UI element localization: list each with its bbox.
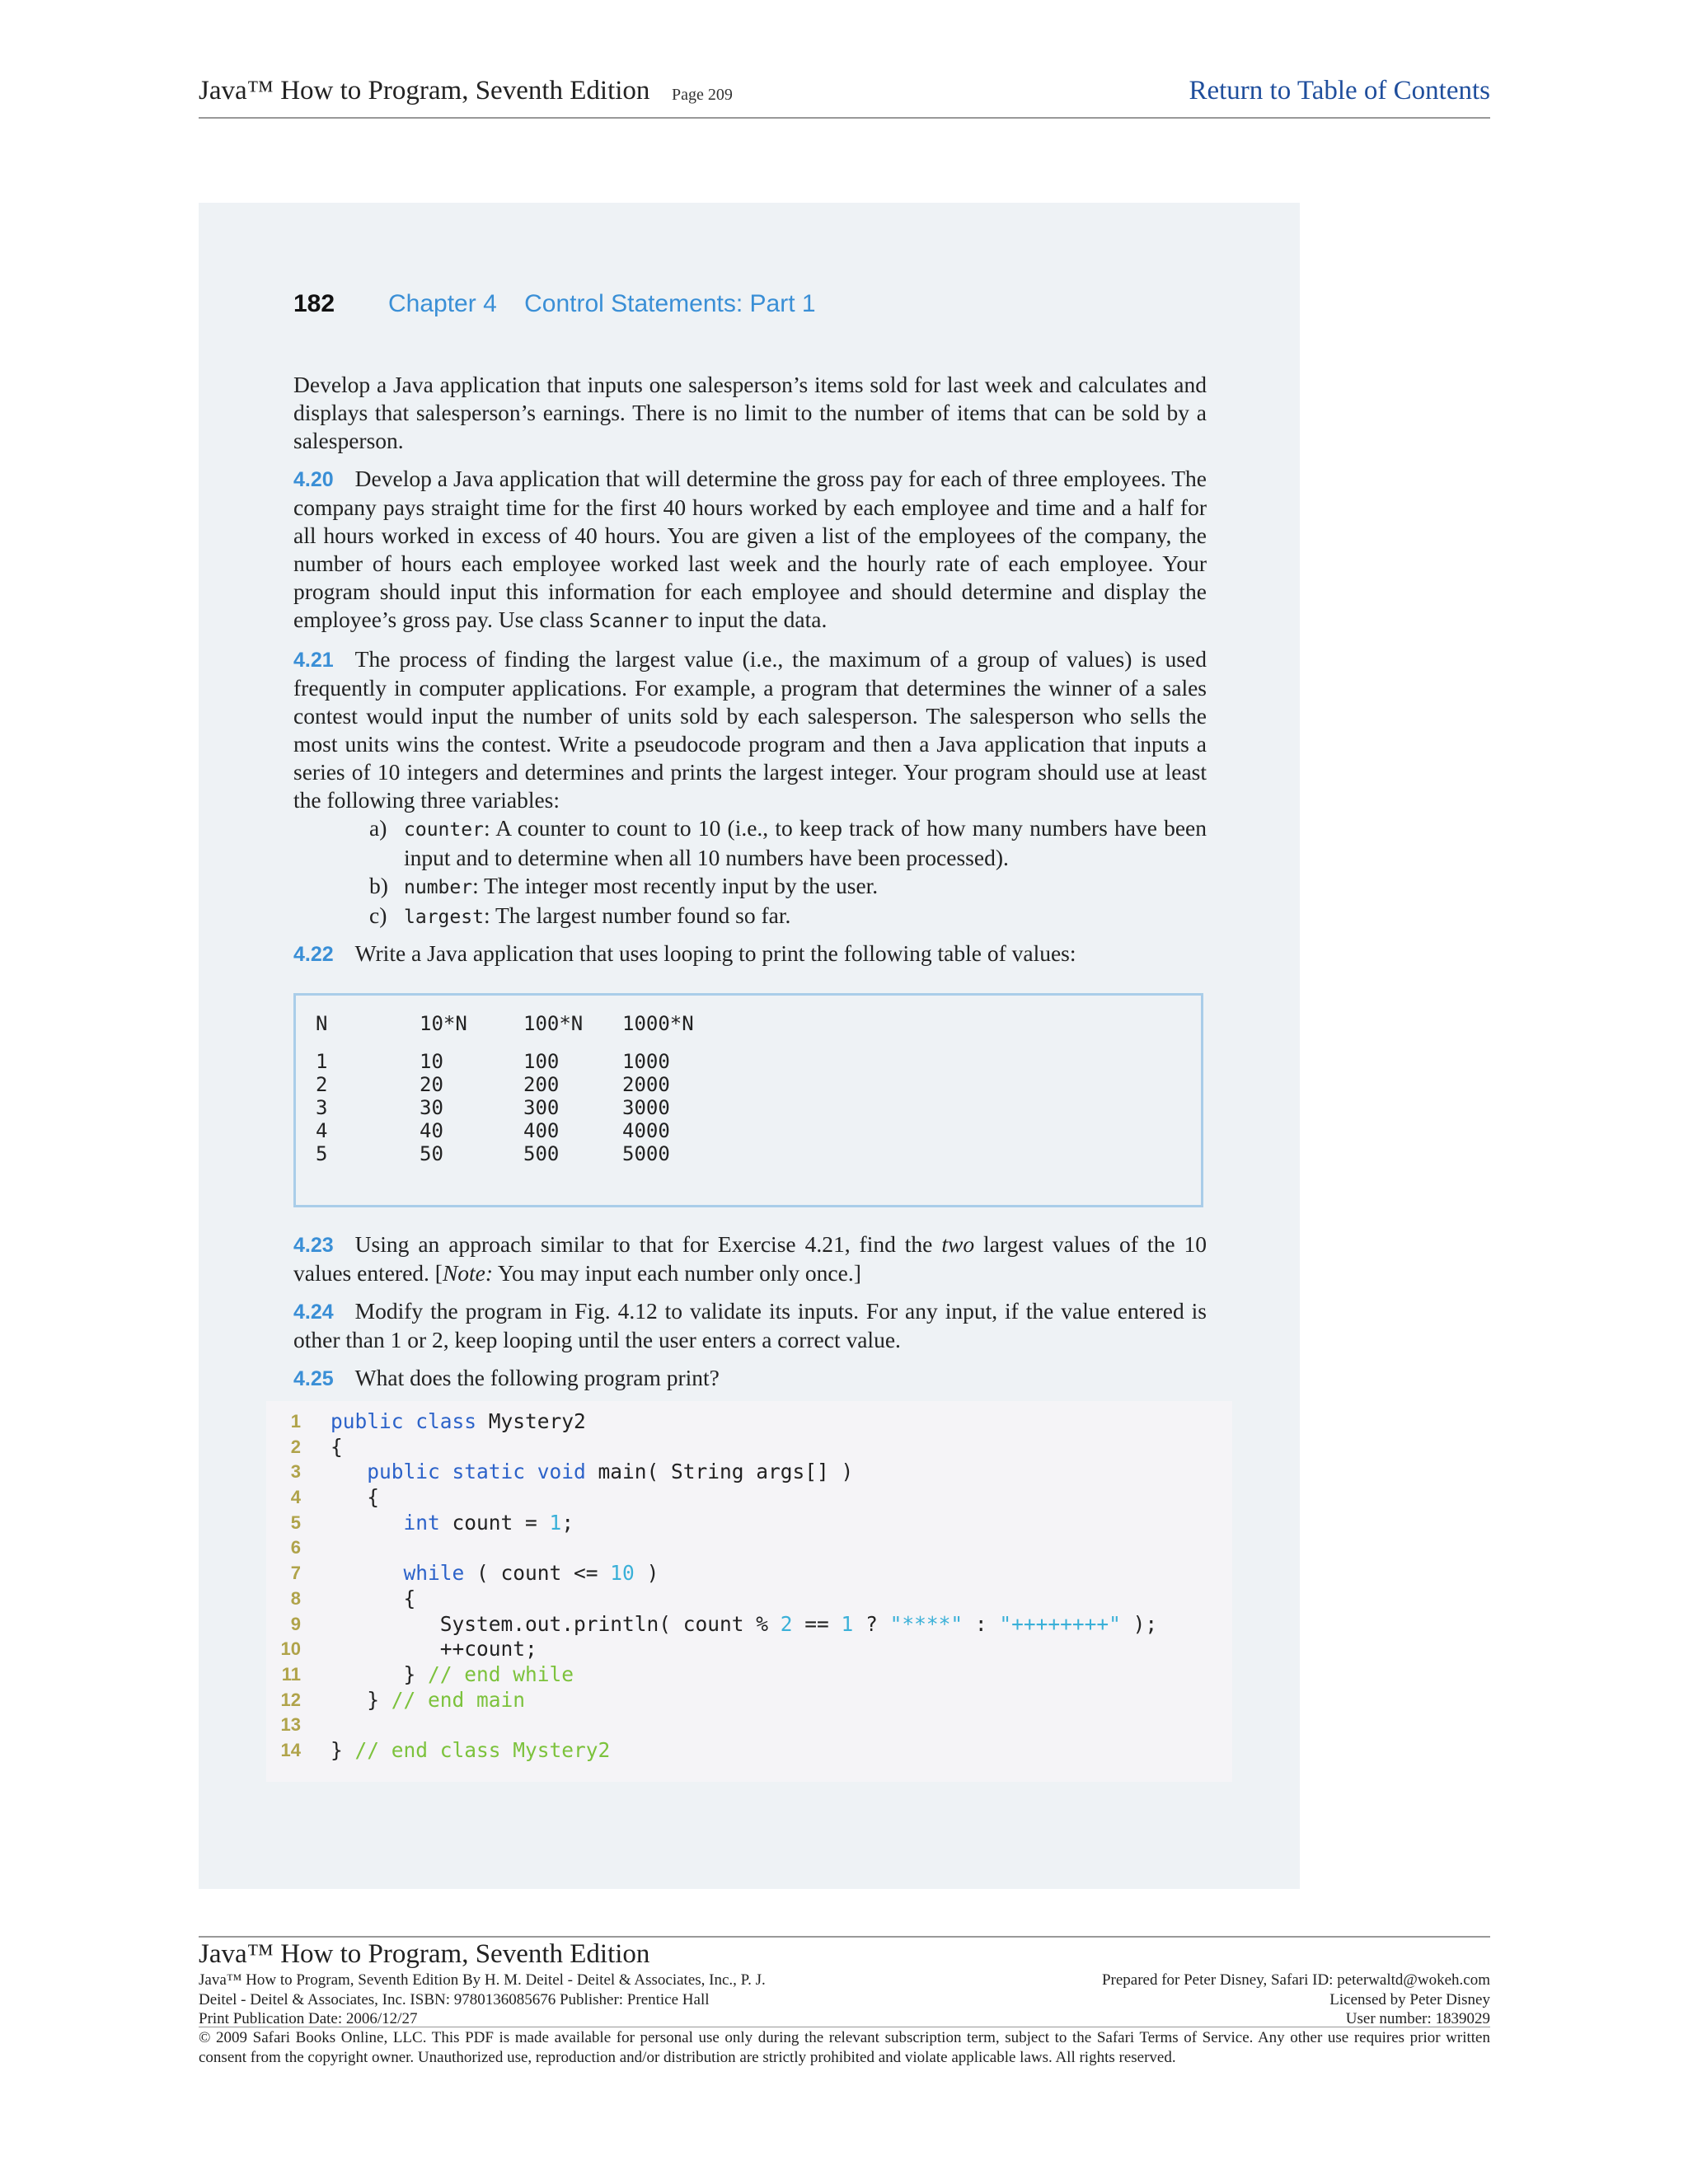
table-cell: 400 (523, 1119, 560, 1142)
code-number: 1 (549, 1510, 562, 1535)
code-text: ? (853, 1611, 890, 1636)
footer-line: Prepared for Peter Disney, Safari ID: peterwaltd@wokeh.com (1101, 1971, 1490, 1989)
code-line (266, 1586, 1232, 1612)
book-title: Java™ How to Program, Seventh Edition (199, 76, 650, 105)
code-text: count = (439, 1510, 550, 1535)
exercise-text: What does the following program print? (354, 1365, 720, 1390)
line-number: 7 (290, 1563, 301, 1584)
code-text: Mystery2 (476, 1409, 586, 1433)
footer-license-info (913, 1971, 1490, 2029)
list-text: : The integer most recently input by the user. (472, 873, 879, 898)
code-indent (331, 1561, 404, 1585)
table-cell: 200 (523, 1073, 560, 1096)
exercise-text: The process of finding the largest value (i.e., the maximum of a group of values) is used frequently in computer applications. For example, a program that determines the winner of a sales contest would input the number of units sold by each salesperson. The salesperson who sells the most units wins the contest. Write a pseudocode program and then a Java application that inputs a series of 10 integers and determines and prints the largest integer. Your program should use at least the following three variables: (293, 646, 1207, 813)
table-cell: 4 (316, 1119, 328, 1142)
code-text: System.out.println( count % (331, 1611, 781, 1636)
table-header-row (316, 1012, 1201, 1035)
exercise-number: 4.20 (293, 468, 334, 491)
code-text: } (331, 1687, 392, 1712)
variable-list (293, 814, 1207, 931)
intro-paragraph: Develop a Java application that inputs one salesperson’s items sold for last week and calculates and displays that salesperson’s earnings. There is no limit to the number of items that can be sold by a salesperson. (293, 372, 1207, 453)
exercise-number: 4.24 (293, 1301, 334, 1324)
code-text: : (963, 1611, 1000, 1636)
exercise-text: to input the data. (668, 607, 828, 632)
table-header: 10*N (420, 1012, 467, 1035)
code-text: ) (634, 1561, 659, 1586)
exercise-number: 4.21 (293, 649, 334, 672)
code-line (266, 1713, 1232, 1738)
chapter-header (293, 290, 1035, 331)
code-keyword: while (403, 1561, 465, 1586)
code-comment: // end while (428, 1661, 574, 1686)
line-number: 6 (290, 1537, 301, 1558)
printed-page-number: 182 (293, 290, 335, 317)
table-cell: 10 (420, 1050, 443, 1073)
table-header: N (316, 1012, 328, 1035)
line-number: 2 (290, 1436, 301, 1457)
exercise-4-25 (293, 1364, 1207, 1393)
code-text: { (331, 1434, 343, 1459)
exercise-text: Develop a Java application that will determine the gross pay for each of three employees. The company pays straight time for the first 40 hours worked by each employee and time and a half for all hours worked in excess of 40 hours. You are given a list of the employees of the company, the number of hours each employee worked last week and the hourly rate of each employee. Your program should input this information for each employee and should determine and display the employee’s gross pay. Use class (293, 466, 1207, 632)
exercise-number: 4.22 (293, 943, 334, 966)
table-cell: 300 (523, 1096, 560, 1119)
code-line (266, 1485, 1232, 1511)
code-text: ; (561, 1510, 574, 1535)
code-text: == (792, 1611, 842, 1636)
code-number: 1 (841, 1611, 854, 1636)
note-label: Note: (442, 1260, 494, 1286)
list-item (293, 872, 1207, 902)
exercise-4-22 (293, 940, 1207, 968)
table-cell: 3 (316, 1096, 328, 1119)
code-text: { (331, 1586, 416, 1610)
code-line (266, 1688, 1232, 1713)
page-label: Page 209 (672, 86, 733, 104)
list-item (293, 902, 1207, 931)
code-line (266, 1511, 1232, 1536)
table-row (316, 1050, 1201, 1073)
code-number: 10 (610, 1561, 635, 1586)
table-cell: 1 (316, 1050, 328, 1073)
list-text: : A counter to count to 10 (i.e., to keep track of how many numbers have been input and to determine when all 10 numbers have been processed). (404, 815, 1207, 870)
code-indent (331, 1511, 404, 1535)
exercise-text: Write a Java application that uses looping to print the following table of values: (354, 940, 1076, 966)
exercise-4-24 (293, 1297, 1207, 1354)
line-number: 3 (290, 1461, 301, 1483)
code-comment: // end main (391, 1687, 526, 1712)
table-cell: 500 (523, 1142, 560, 1165)
footer-publication-info (199, 1971, 940, 2029)
table-header: 1000*N (622, 1012, 694, 1035)
code-text: ); (1120, 1611, 1158, 1636)
table-cell: 100 (523, 1050, 560, 1073)
exercise-text: Modify the program in Fig. 4.12 to validate its inputs. For any input, if the value entered is other than 1 or 2, keep looping until the user enters a correct value. (293, 1298, 1207, 1352)
copyright-notice: © 2009 Safari Books Online, LLC. This PDF is made available for personal use only during the relevant subscription term, subject to the Safari Terms of Service. Any other use requires prior written consent from the copyright owner. Unauthorized use, reproduction and/or distribution are strictly prohibited and violate applicable laws. All rights reserved. (199, 2029, 1490, 2066)
code-keyword: public class (331, 1409, 477, 1433)
code-line (266, 1561, 1232, 1586)
page-header (199, 76, 1490, 119)
table-row (316, 1142, 1201, 1165)
chapter-title: Chapter 4 Control Statements: Part 1 (388, 290, 816, 317)
code-string: "****" (889, 1611, 964, 1636)
footer-line: Java™ How to Program, Seventh Edition By H. M. Deitel - Deitel & Associates, Inc., P. J. (199, 1971, 766, 1989)
code-text: main( String args[] ) (585, 1460, 854, 1484)
table-cell: 5 (316, 1142, 328, 1165)
list-label: c) (369, 902, 387, 928)
table-row (316, 1073, 1201, 1096)
code-line (266, 1738, 1232, 1764)
code-text: } (331, 1661, 429, 1686)
exercise-4-23 (293, 1230, 1207, 1287)
exercise-text: You may input each number only once.] (493, 1260, 861, 1286)
table-header: 100*N (523, 1012, 584, 1035)
footer-divider (199, 1936, 1490, 1938)
inline-code: counter (404, 819, 484, 841)
line-number: 14 (280, 1739, 301, 1760)
exercise-4-21 (293, 645, 1207, 814)
footer-line: Deitel - Deitel & Associates, Inc. ISBN: 9780136085676 Publisher: Prentice Hall (199, 1990, 710, 2008)
emphasis: two (941, 1231, 975, 1257)
exercise-text: Using an approach similar to that for Exercise 4.21, find the (354, 1231, 942, 1257)
line-number: 11 (281, 1663, 301, 1685)
table-of-contents-link[interactable]: Return to Table of Contents (1189, 76, 1490, 105)
table-cell: 40 (420, 1119, 443, 1142)
code-line (266, 1460, 1232, 1485)
code-keyword: public static void (367, 1460, 586, 1484)
list-label: a) (369, 815, 387, 841)
code-string: "++++++++" (999, 1611, 1121, 1636)
list-item (293, 814, 1207, 872)
code-text: } (331, 1737, 355, 1762)
footer-title: Java™ How to Program, Seventh Edition (199, 1939, 650, 1969)
scanned-page (199, 203, 1300, 1889)
line-number: 4 (290, 1487, 301, 1508)
code-line (266, 1409, 1232, 1435)
inline-code: number (404, 877, 473, 898)
table-cell: 50 (420, 1142, 443, 1165)
code-line (266, 1612, 1232, 1638)
line-number: 13 (280, 1714, 301, 1736)
page-body (293, 371, 1207, 1403)
footer-line: User number: 1839029 (1345, 2010, 1490, 2027)
code-indent (331, 1460, 367, 1483)
code-text: ( count <= (464, 1561, 611, 1586)
code-comment: // end class Mystery2 (354, 1737, 611, 1762)
code-line (266, 1435, 1232, 1460)
code-line (266, 1637, 1232, 1662)
line-number: 12 (280, 1689, 301, 1710)
table-cell: 4000 (622, 1119, 670, 1142)
table-cell: 2000 (622, 1073, 670, 1096)
table-cell: 3000 (622, 1096, 670, 1119)
list-text: : The largest number found so far. (483, 902, 791, 928)
line-number: 9 (290, 1613, 301, 1634)
inline-code: largest (404, 907, 484, 928)
code-line (266, 1535, 1232, 1561)
line-number: 1 (290, 1411, 301, 1432)
code-text: ++count; (331, 1637, 537, 1661)
table-row (316, 1096, 1201, 1119)
inline-code: Scanner (588, 611, 669, 632)
line-number: 5 (290, 1511, 301, 1533)
line-number: 10 (280, 1638, 301, 1660)
code-line (266, 1662, 1232, 1688)
list-label: b) (369, 873, 388, 898)
table-cell: 1000 (622, 1050, 670, 1073)
table-cell: 30 (420, 1096, 443, 1119)
line-number: 8 (290, 1587, 301, 1609)
table-cell: 20 (420, 1073, 443, 1096)
code-number: 2 (780, 1611, 793, 1636)
values-table (293, 993, 1203, 1207)
code-text: { (331, 1485, 380, 1510)
exercise-number: 4.23 (293, 1234, 334, 1257)
code-listing (266, 1401, 1232, 1782)
exercise-4-20 (293, 465, 1207, 635)
footer-line: Licensed by Peter Disney (1329, 1990, 1490, 2008)
table-cell: 5000 (622, 1142, 670, 1165)
exercise-text: largest values of the 10 values entered. [ (293, 1231, 1207, 1286)
code-keyword: int (403, 1510, 440, 1535)
table-cell: 2 (316, 1073, 328, 1096)
exercise-number: 4.25 (293, 1367, 334, 1390)
footer-line: Print Publication Date: 2006/12/27 (199, 2010, 418, 2027)
table-row (316, 1119, 1201, 1142)
